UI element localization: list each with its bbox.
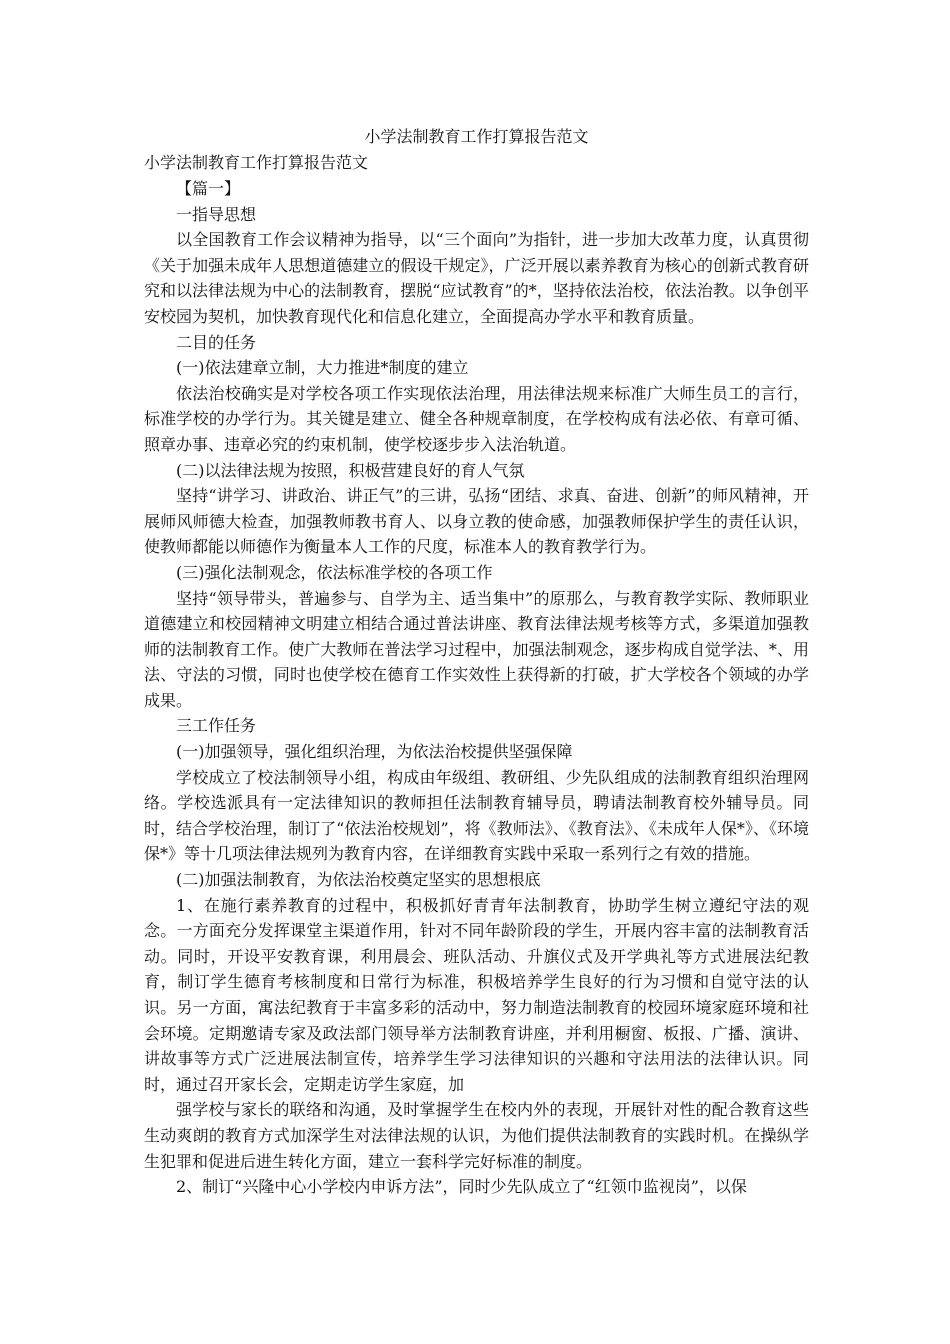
section-heading: (一)加强领导，强化组织治理，为依法治校提供坚强保障	[176, 742, 573, 762]
document-page	[144, 124, 809, 1200]
section-heading: 二目的任务	[176, 332, 257, 352]
section-label: 【篇一】	[176, 179, 241, 198]
body-paragraph: 坚持“讲学习、讲政治、讲正气”的三讲，弘扬“团结、求真、奋进、创新”的师风精神，开展师风师德大检查，加强教师教书育人、以身立教的使命感，加强教师保护学生的责任认识，使教师都能以师德作为衡量本人工作的尺度，标准本人的教育教学行为。	[144, 486, 809, 557]
section-heading: (二)加强法制教育，为依法治校奠定坚实的思想根底	[176, 870, 541, 890]
document-subtitle: 小学法制教育工作打算报告范文	[144, 153, 369, 172]
section-heading: 三工作任务	[176, 716, 257, 736]
section-heading: 一指导思想	[176, 204, 257, 224]
body-paragraph: 强学校与家长的联络和沟通，及时掌握学生在校内外的表现，开展针对性的配合教育这些生动爽朗的教育方式加深学生对法律法规的认识，为他们提供法制教育的实践时机。在操纵学生犯罪和促进后进生转化方面，建立一套科学完好标准的制度。	[144, 1100, 809, 1171]
section-heading: (二)以法律法规为按照，积极营建良好的育人气氛	[176, 460, 525, 480]
body-paragraph: 1、在施行素养教育的过程中，积极抓好青青年法制教育，协助学生树立遵纪守法的观念。一方面充分发挥课堂主渠道作用，针对不同年龄阶段的学生，开展内容丰富的法制教育活动。同时，开设平安教育课，利用晨会、班队活动、升旗仪式及开学典礼等方式进展法纪教育，制订学生德育考核制度和日常行为标准，积极培养学生良好的行为习惯和自觉守法的认识。另一方面，寓法纪教育于丰富多彩的活动中，努力制造法制教育的校园环境家庭环境和社会环境。定期邀请专家及政法部门领导举方法制教育讲座，并利用橱窗、板报、广播、演讲、讲故事等方式广泛进展法制宣传，培养学生学习法律知识的兴趣和守法用法的法律认识。同时，通过召开家长会，定期走访学生家庭，加	[144, 895, 809, 1094]
document-title: 小学法制教育工作打算报告范文	[364, 127, 589, 146]
body-paragraph: 坚持“领导带头，普遍参与、自学为主、适当集中”的原那么，与教育教学实际、教师职业道德建立和校园精神文明建立相结合通过普法讲座、教育法律法规考核等方式，多渠道加强教师的法制教育工作。使广大教师在普法学习过程中，加强法制观念，逐步构成自觉学法、*、用法、守法的习惯，同时也使学校在德育工作实效性上获得新的打破，扩大学校各个领域的办学成果。	[144, 588, 809, 710]
document-body	[144, 202, 809, 1200]
body-paragraph: 依法治校确实是对学校各项工作实现依法治理，用法律法规来标准广大师生员工的言行，标准学校的办学行为。其关键是建立、健全各种规章制度，在学校构成有法必依、有章可循、照章办事、违章必究的约束机制，使学校逐步步入法治轨道。	[144, 383, 809, 454]
body-paragraph: 学校成立了校法制领导小组，构成由年级组、教研组、少先队组成的法制教育组织治理网络。学校选派具有一定法律知识的教师担任法制教育辅导员，聘请法制教育校外辅导员。同时，结合学校治理，制订了“依法治校规划”，将《教师法》、《教育法》、《未成年人保*》、《环境保*》等十几项法律法规列为教育内容，在详细教育实践中采取一系列行之有效的措施。	[144, 767, 809, 864]
section-heading: (三)强化法制观念，依法标准学校的各项工作	[176, 562, 493, 582]
section-heading: (一)依法建章立制，大力推进*制度的建立	[176, 358, 469, 378]
body-paragraph: 2、制订“兴隆中心小学校内申诉方法”，同时少先队成立了“红领巾监视岗”，以保	[176, 1177, 747, 1197]
body-paragraph: 以全国教育工作会议精神为指导，以“三个面向”为指针，进一步加大改革力度，认真贯彻《关于加强未成年人思想道德建立的假设干规定》，广泛开展以素养教育为核心的创新式教育研究和以法律法规为中心的法制教育，摆脱“应试教育”的*，坚持依法治校，依法治教。以争创平安校园为契机，加快教育现代化和信息化建立，全面提高办学水平和教育质量。	[144, 230, 809, 326]
